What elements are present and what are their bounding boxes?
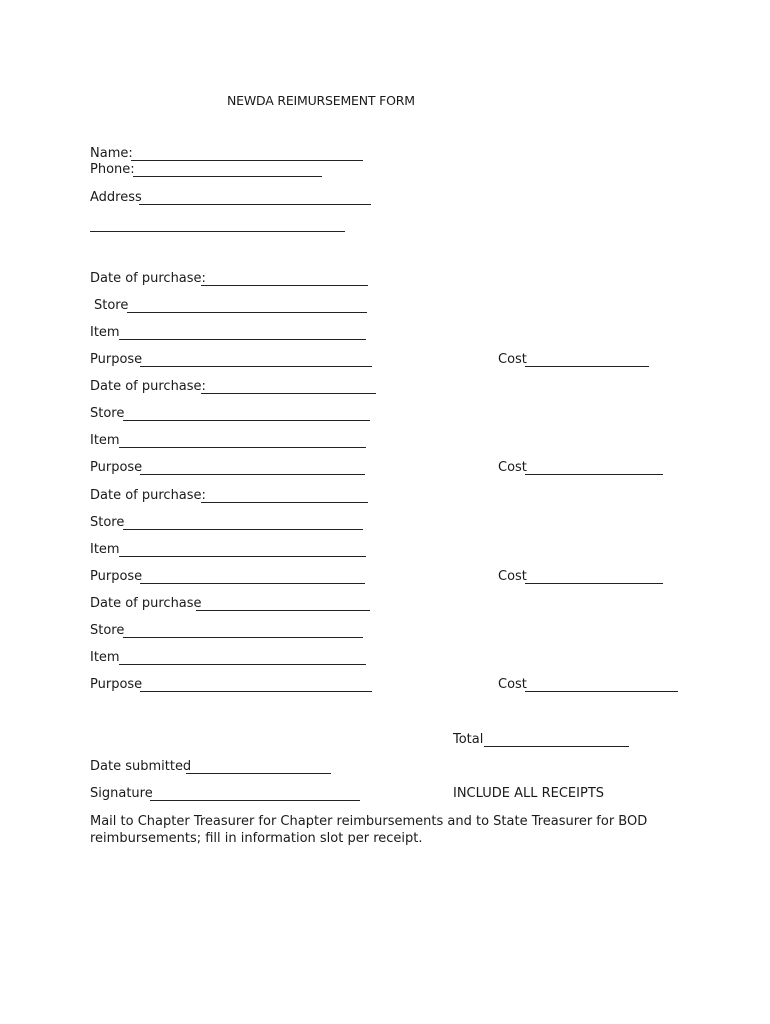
purchase-2-purpose-line[interactable] — [140, 474, 365, 475]
purchase-1-item-line[interactable] — [119, 339, 366, 340]
address-label: Address — [90, 190, 142, 205]
total-label: Total — [453, 732, 484, 747]
purchase-1-purpose-line[interactable] — [140, 366, 372, 367]
signature-label: Signature — [90, 786, 153, 801]
purchase-3-date-label: Date of purchase: — [90, 488, 206, 503]
purchase-1-store-label: Store — [94, 298, 129, 313]
purchase-2-store-label: Store — [90, 406, 125, 421]
purchase-2-date-line[interactable] — [201, 393, 376, 394]
purchase-3-item-label: Item — [90, 542, 120, 557]
purchase-2-store-line[interactable] — [123, 420, 370, 421]
purchase-4-store-line[interactable] — [123, 637, 363, 638]
purchase-4-store-label: Store — [90, 623, 125, 638]
receipts-notice: INCLUDE ALL RECEIPTS — [453, 786, 605, 801]
purchase-4-item-line[interactable] — [119, 664, 366, 665]
purchase-4-date-line[interactable] — [196, 610, 370, 611]
purchase-1-store-line[interactable] — [127, 312, 367, 313]
purchase-3-purpose-line[interactable] — [140, 583, 365, 584]
address-field-line-2[interactable] — [90, 231, 345, 232]
purchase-3-date-line[interactable] — [201, 502, 368, 503]
total-line[interactable] — [484, 746, 629, 747]
purchase-1-date-label: Date of purchase: — [90, 271, 206, 286]
purchase-4-purpose-line[interactable] — [140, 691, 372, 692]
purchase-2-item-label: Item — [90, 433, 120, 448]
form-title: NEWDA REIMURSEMENT FORM — [227, 93, 415, 108]
name-label: Name: — [90, 146, 133, 161]
purchase-1-cost-label: Cost — [498, 352, 527, 367]
purchase-3-cost-label: Cost — [498, 569, 527, 584]
mail-instructions: Mail to Chapter Treasurer for Chapter reimbursements and to State Treasurer for BOD reimbursements; fill in information slot per receipt. — [90, 814, 648, 846]
purchase-2-item-line[interactable] — [119, 447, 366, 448]
purchase-1-date-line[interactable] — [201, 285, 368, 286]
signature-line[interactable] — [150, 800, 360, 801]
purchase-4-cost-label: Cost — [498, 677, 527, 692]
purchase-4-cost-line[interactable] — [525, 691, 678, 692]
phone-field-line[interactable] — [133, 176, 322, 177]
purchase-3-store-label: Store — [90, 515, 125, 530]
purchase-2-cost-line[interactable] — [525, 474, 663, 475]
date-submitted-label: Date submitted — [90, 759, 192, 774]
purchase-4-date-label: Date of purchase — [90, 596, 202, 611]
purchase-1-item-label: Item — [90, 325, 120, 340]
purchase-3-store-line[interactable] — [123, 529, 363, 530]
purchase-3-item-line[interactable] — [119, 556, 366, 557]
purchase-3-purpose-label: Purpose — [90, 569, 143, 584]
purchase-3-cost-line[interactable] — [525, 583, 663, 584]
purchase-1-cost-line[interactable] — [525, 366, 649, 367]
purchase-2-purpose-label: Purpose — [90, 460, 143, 475]
purchase-2-date-label: Date of purchase: — [90, 379, 206, 394]
date-submitted-line[interactable] — [186, 773, 331, 774]
purchase-4-purpose-label: Purpose — [90, 677, 143, 692]
purchase-4-item-label: Item — [90, 650, 120, 665]
purchase-1-purpose-label: Purpose — [90, 352, 143, 367]
purchase-2-cost-label: Cost — [498, 460, 527, 475]
name-field-line[interactable] — [131, 160, 363, 161]
phone-label: Phone: — [90, 162, 135, 177]
address-field-line-1[interactable] — [139, 204, 371, 205]
